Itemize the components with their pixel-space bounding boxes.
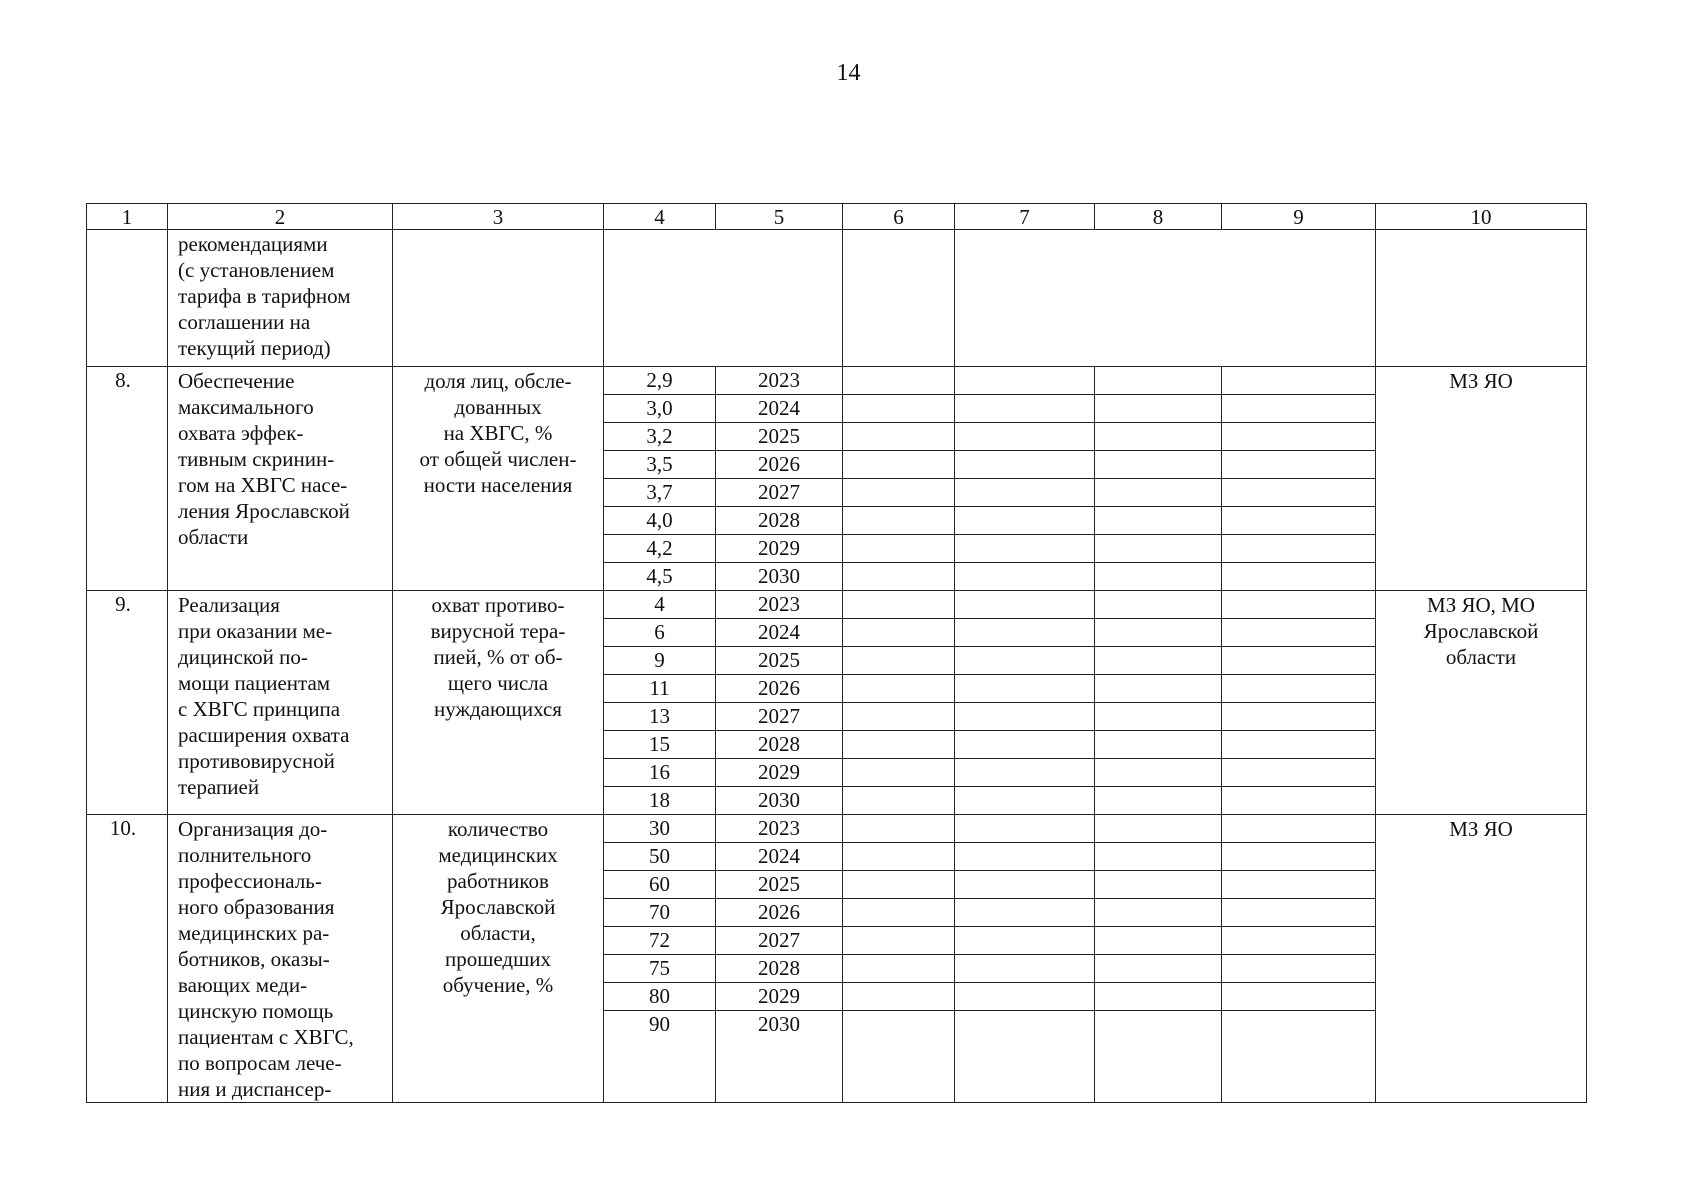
year-cell: 2025 [716,423,843,451]
empty-cell [843,675,955,703]
empty-cell [955,451,1095,479]
empty-cell [955,759,1095,787]
continuation-empty-cell [393,230,604,367]
empty-cell [955,395,1095,423]
measure-line: гом на ХВГС насе- [178,473,348,497]
responsible-line: Ярославской [1423,619,1539,643]
empty-cell [1222,367,1376,395]
responsible-line: МЗ ЯО [1449,817,1513,841]
empty-cell [1095,563,1222,591]
value-cell: 9 [604,647,716,675]
row-number: 9. [87,591,168,815]
measure-line: противовирусной [178,749,335,773]
measure-line: дицинской по- [178,645,308,669]
empty-cell [1222,535,1376,563]
empty-cell [1095,983,1222,1011]
value-cell: 3,5 [604,451,716,479]
measure-cell [168,815,393,1103]
row-number: 8. [87,367,168,591]
value-cell: 15 [604,731,716,759]
empty-cell [955,843,1095,871]
year-cell: 2024 [716,619,843,647]
empty-cell [955,423,1095,451]
measure-line: медицинских ра- [178,921,330,945]
measure-line: ния и диспансер- [178,1077,332,1101]
empty-cell [955,983,1095,1011]
value-cell: 4,0 [604,507,716,535]
indicator-line: работников [447,869,549,893]
empty-cell [955,703,1095,731]
year-cell: 2026 [716,899,843,927]
indicator-line: медицинских [438,843,558,867]
indicator-line: доля лиц, обсле- [424,369,572,393]
responsible-cell [1376,591,1587,815]
empty-cell [843,927,955,955]
empty-cell [1095,955,1222,983]
indicator-line: на ХВГС, % [443,421,553,445]
measure-line: профессиональ- [178,869,322,893]
empty-cell [1095,787,1222,815]
measure-line: ления Ярославской [178,499,350,523]
empty-cell [843,983,955,1011]
empty-cell [1222,451,1376,479]
year-cell: 2023 [716,815,843,843]
indicator-line: прошедших [444,947,552,971]
responsible-line: области [1445,645,1517,669]
measure-line: Организация до- [178,817,328,841]
measure-cell [168,591,393,815]
continuation-measure-cell [168,230,393,367]
continuation-empty-cell [604,230,843,367]
empty-cell [1095,815,1222,843]
year-cell: 2028 [716,955,843,983]
value-cell: 2,9 [604,367,716,395]
year-cell: 2026 [716,451,843,479]
year-cell: 2027 [716,479,843,507]
empty-cell [1095,759,1222,787]
year-cell: 2028 [716,507,843,535]
header-row [87,204,1587,230]
empty-cell [1222,395,1376,423]
empty-cell [843,1011,955,1103]
empty-cell [955,815,1095,843]
continuation-empty-cell [843,230,955,367]
indicator-line: дованных [454,395,542,419]
table-row [87,591,1587,619]
value-cell: 13 [604,703,716,731]
empty-cell [955,927,1095,955]
responsible-line: МЗ ЯО [1449,369,1513,393]
header-cell-10: 10 [1376,204,1587,230]
indicator-cell [393,367,604,591]
empty-cell [843,647,955,675]
table-row [87,815,1587,843]
empty-cell [843,535,955,563]
empty-cell [1095,535,1222,563]
year-cell: 2030 [716,1011,843,1103]
measure-line: вающих меди- [178,973,308,997]
header-cell-4: 4 [604,204,716,230]
empty-cell [955,479,1095,507]
empty-cell [1222,787,1376,815]
empty-cell [1222,1011,1376,1103]
value-cell: 75 [604,955,716,983]
measure-line: полнительного [178,843,312,867]
value-cell: 70 [604,899,716,927]
empty-cell [955,535,1095,563]
year-cell: 2024 [716,395,843,423]
empty-cell [1222,647,1376,675]
empty-cell [843,871,955,899]
empty-cell [1095,675,1222,703]
empty-cell [955,619,1095,647]
empty-cell [843,367,955,395]
empty-cell [1095,423,1222,451]
empty-cell [843,563,955,591]
empty-cell [955,731,1095,759]
empty-cell [1222,731,1376,759]
responsible-line: МЗ ЯО, МО [1427,593,1535,617]
continuation-row [87,230,1587,367]
empty-cell [843,591,955,619]
measure-cell [168,367,393,591]
value-cell: 90 [604,1011,716,1103]
empty-cell [1222,927,1376,955]
empty-cell [1095,899,1222,927]
indicator-line: Ярославской [440,895,556,919]
empty-cell [1222,871,1376,899]
measure-line: максимального [178,395,314,419]
table-row [87,367,1587,395]
indicator-line: от общей числен- [419,447,577,471]
activities-table [86,203,1587,1103]
value-cell: 11 [604,675,716,703]
empty-cell [843,955,955,983]
empty-cell [955,647,1095,675]
year-cell: 2027 [716,927,843,955]
header-cell-3: 3 [393,204,604,230]
empty-cell [1222,423,1376,451]
empty-cell [1095,451,1222,479]
measure-line: цинскую помощь [178,999,334,1023]
indicator-cell [393,815,604,1103]
value-cell: 30 [604,815,716,843]
empty-cell [843,619,955,647]
empty-cell [955,507,1095,535]
indicator-line: нуждающихся [434,697,562,721]
year-cell: 2029 [716,535,843,563]
empty-cell [843,507,955,535]
empty-cell [1222,479,1376,507]
value-cell: 60 [604,871,716,899]
measure-line: мощи пациентам [178,671,331,695]
value-cell: 72 [604,927,716,955]
empty-cell [1095,479,1222,507]
empty-cell [955,955,1095,983]
measure-line: Обеспечение [178,369,295,393]
year-cell: 2023 [716,367,843,395]
empty-cell [1095,507,1222,535]
indicator-line: количество [447,817,549,841]
empty-cell [843,451,955,479]
year-cell: 2025 [716,871,843,899]
empty-cell [1095,591,1222,619]
continuation-num-cell [87,230,168,367]
value-cell: 3,2 [604,423,716,451]
responsible-cell [1376,367,1587,591]
header-cell-1: 1 [87,204,168,230]
measure-line: терапией [178,775,260,799]
measure-line: при оказании ме- [178,619,333,643]
indicator-line: ности населения [423,473,573,497]
empty-cell [1095,367,1222,395]
empty-cell [1095,703,1222,731]
year-cell: 2023 [716,591,843,619]
empty-cell [1222,675,1376,703]
year-cell: 2029 [716,983,843,1011]
indicator-line: охват противо- [431,593,565,617]
year-cell: 2025 [716,647,843,675]
measure-line: области [178,525,249,549]
empty-cell [1222,619,1376,647]
empty-cell [1222,815,1376,843]
value-cell: 80 [604,983,716,1011]
empty-cell [1095,927,1222,955]
row-number: 10. [87,815,168,1103]
empty-cell [955,675,1095,703]
empty-cell [1095,1011,1222,1103]
empty-cell [1095,871,1222,899]
measure-line: охвата эффек- [178,421,304,445]
measure-line: пациентам с ХВГС, [178,1025,354,1049]
indicator-line: пией, % от об- [433,645,563,669]
responsible-cell [1376,815,1587,1103]
value-cell: 3,7 [604,479,716,507]
indicator-cell [393,591,604,815]
empty-cell [843,703,955,731]
empty-cell [1222,759,1376,787]
value-cell: 50 [604,843,716,871]
empty-cell [1095,619,1222,647]
header-cell-9: 9 [1222,204,1376,230]
continuation-line: текущий период) [178,336,331,360]
value-cell: 4,5 [604,563,716,591]
measure-line: расширения охвата [178,723,350,747]
table-body [87,204,1587,1103]
empty-cell [955,871,1095,899]
indicator-line: области, [460,921,536,945]
measure-line: ного образования [178,895,335,919]
continuation-line: рекомендациями [178,232,328,256]
empty-cell [843,899,955,927]
header-cell-8: 8 [1095,204,1222,230]
year-cell: 2030 [716,563,843,591]
continuation-empty-cell [955,230,1376,367]
year-cell: 2024 [716,843,843,871]
empty-cell [1222,703,1376,731]
year-cell: 2028 [716,731,843,759]
header-cell-6: 6 [843,204,955,230]
empty-cell [1095,843,1222,871]
value-cell: 4 [604,591,716,619]
empty-cell [1222,507,1376,535]
measure-line: ботников, оказы- [178,947,330,971]
empty-cell [955,591,1095,619]
indicator-line: вирусной тера- [430,619,566,643]
page-number: 14 [836,60,861,86]
measure-line: с ХВГС принципа [178,697,341,721]
header-cell-5: 5 [716,204,843,230]
empty-cell [1095,395,1222,423]
year-cell: 2027 [716,703,843,731]
empty-cell [1222,955,1376,983]
empty-cell [1095,731,1222,759]
empty-cell [843,843,955,871]
empty-cell [1222,591,1376,619]
empty-cell [1222,899,1376,927]
continuation-empty-cell [1376,230,1587,367]
empty-cell [1095,647,1222,675]
empty-cell [955,563,1095,591]
value-cell: 16 [604,759,716,787]
value-cell: 3,0 [604,395,716,423]
empty-cell [955,1011,1095,1103]
empty-cell [843,479,955,507]
empty-cell [955,787,1095,815]
empty-cell [1222,563,1376,591]
empty-cell [843,395,955,423]
year-cell: 2029 [716,759,843,787]
year-cell: 2030 [716,787,843,815]
empty-cell [843,731,955,759]
empty-cell [955,899,1095,927]
indicator-line: щего числа [447,671,549,695]
empty-cell [843,815,955,843]
value-cell: 4,2 [604,535,716,563]
value-cell: 18 [604,787,716,815]
measure-line: Реализация [178,593,280,617]
header-cell-2: 2 [168,204,393,230]
empty-cell [1222,843,1376,871]
empty-cell [843,759,955,787]
empty-cell [1222,983,1376,1011]
continuation-line: соглашении на [178,310,311,334]
measure-line: тивным скринин- [178,447,335,471]
value-cell: 6 [604,619,716,647]
empty-cell [843,787,955,815]
empty-cell [955,367,1095,395]
empty-cell [843,423,955,451]
header-cell-7: 7 [955,204,1095,230]
indicator-line: обучение, % [442,973,554,997]
measure-line: по вопросам лече- [178,1051,342,1075]
continuation-line: тарифа в тарифном [178,284,351,308]
continuation-line: (с установлением [178,258,335,282]
year-cell: 2026 [716,675,843,703]
